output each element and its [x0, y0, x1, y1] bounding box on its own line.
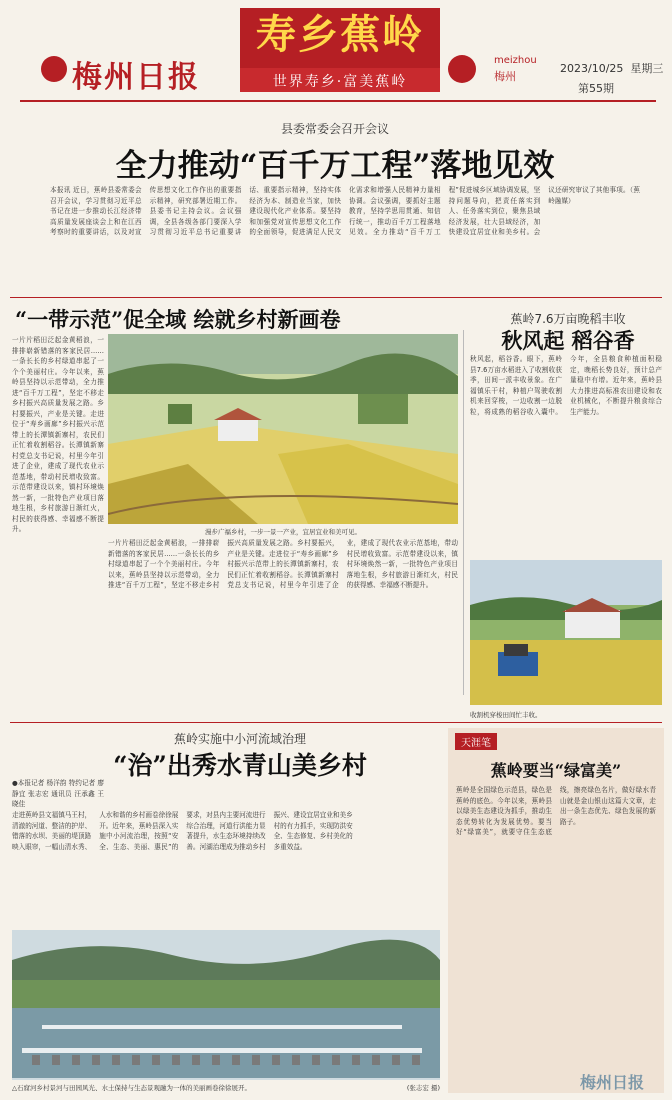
city-logo-icon: [448, 55, 476, 83]
feature-caption: 漫步广福乡村，一步一景一产业，宜居宜业和美可见。: [205, 528, 361, 536]
paper-name: 梅州日报: [72, 60, 200, 95]
masthead-rule: [20, 100, 656, 102]
section-name: 寿乡蕉岭: [256, 11, 424, 58]
lead-headline: 全力推动“百千万工程”落地见效: [115, 148, 555, 184]
lead-body: 本报讯 近日，蕉岭县委常委会召开会议，学习贯彻习近平总书记在进一步推动长江经济带高质量发展座谈会上和在江西考察时的重要讲话，以及对宣传思想文化工作作出的重要指示精神，研究部署近期工作。县委书记主持会议。会议强调，全县各级各部门要深入学习贯彻习近平总书记重要讲话、重要指示精神，坚持实体经济为本、制造业当家，加快建设现代化产业体系。要坚持和加强党对宣传思想文化工作的全面领导，促进满足人民文化需求和增强人民精神力量相协调。会议强调，要抓好主题教育，坚持学思用贯通、知信行统一，推动百千万工程落地见效。全力推动“百千万工程”促进城乡区域协调发展，坚持问题导向，把责任落实到人、任务落实到位，聚焦县域经济发展，壮大县域经济，加快建设宜居宜业和美乡村。会议还研究审议了其他事项。（蕉岭融媒）: [50, 186, 640, 236]
harvest-photo: [470, 560, 662, 705]
river-headline: “治”出秀水青山美乡村: [113, 751, 367, 780]
masthead: [0, 0, 672, 104]
river-photo-credit: (张志宏 摄): [406, 1084, 440, 1092]
issue-number: 第55期: [578, 82, 614, 95]
newspaper-logo-icon: [41, 56, 67, 82]
village-photo: [108, 334, 458, 524]
column-rule: [463, 330, 464, 695]
river-credits: ●本报记者 杨洋韵 特约记者 廖静宜 张志宏 通讯员 汪承鑫 王晓佳: [12, 779, 104, 808]
watermark: 梅州日报: [580, 1073, 645, 1092]
section-divider-2: [10, 722, 662, 723]
section-divider: [10, 297, 662, 298]
feature-headline: “一带示范”促全域 绘就乡村新画卷: [15, 307, 341, 332]
column-body: 蕉岭是全国绿色示范县，绿色是蕉岭的底色。今年以来，蕉岭县以绿美生态建设为抓手，推动生态优势转化为发展优势。要当好“绿富美”，就要守住生态底线，擦亮绿色名片，做好绿水青山就是金山银山这篇大文章，走出一条生态优先、绿色发展的新路子。: [456, 786, 656, 836]
city-en: meizhou: [494, 55, 537, 66]
river-photo: [12, 930, 440, 1080]
column-label: 天涯笔: [455, 733, 497, 750]
harvest-headline: 秋风起 稻谷香: [501, 328, 635, 353]
lead-kicker: 县委常委会召开会议: [280, 122, 389, 136]
harvest-caption: 收割机穿梭田间忙丰收。: [470, 711, 542, 719]
issue-date: 2023/10/25 星期三: [560, 62, 664, 75]
feature-body: 一片片稻田泛起金黄稻浪，一排排崭新错落的客家民居……一条长长的乡村绿道串起了一个个美丽村庄。今年以来，蕉岭县坚持以示范带动，全力推进“百千万工程”，坚定不移走乡村振兴高质量发展之路。乡村要振兴，产业是关键。走进位于“寿乡画廊”乡村振兴示范带上的长潭镇新寨村，农民们正忙着收割稻谷。长潭镇新寨村党总支书记说，村里今年引进了企业，建成了现代农业示范基地，带动村民增收致富。示范带建设以来，镇村环境焕然一新，一批特色产业项目落地生根，乡村旅游日渐红火，村民的获得感、幸福感不断提升。: [12, 336, 104, 533]
city-cn: 梅州: [494, 70, 516, 83]
slogan: 世界寿乡·富美蕉岭: [272, 74, 408, 90]
harvest-body: 秋风起，稻谷香。眼下，蕉岭县7.6万亩水稻进入了收割收获季，田间一派丰收景象。在广福镇乐干村，种植户驾驶收割机来回穿梭，一边收割一边脱粒，将成熟的稻谷收入囊中。今年，全县粮食种植面积稳定，晚稻长势良好，预计总产量稳中有增。近年来，蕉岭县大力推进高标准农田建设和农业机械化，不断提升粮食综合生产能力。: [470, 355, 662, 416]
river-caption: △石窟河乡村景河与田园风光、水土保持与生态景观融为一体的美丽画卷徐徐展开。: [12, 1084, 251, 1092]
column-headline: 蕉岭要当“绿富美”: [490, 761, 622, 780]
river-body: 走进蕉岭县文福镇马王村，清澈的河道、整洁的护岸、错落的水坝、美丽的堤顶路映入眼帘，一幅山清水秀、人水和谐的乡村画卷徐徐展开。近年来，蕉岭县深入实施中小河流治理，按照“安全、生态、美丽、惠民”的要求，对县内主要河流进行综合治理，河道行洪能力显著提升，水生态环境持续改善。河湖治理成为推动乡村振兴、建设宜居宜业和美乡村的有力抓手，实现防洪安全、生态修复、乡村美化的多重效益。: [12, 811, 353, 851]
feature-body-continued: 一片片稻田泛起金黄稻浪，一排排崭新错落的客家民居……一条长长的乡村绿道串起了一个个美丽村庄。今年以来，蕉岭县坚持以示范带动，全力推进“百千万工程”，坚定不移走乡村振兴高质量发展之路。乡村要振兴，产业是关键。走进位于“寿乡画廊”乡村振兴示范带上的长潭镇新寨村，农民们正忙着收割稻谷。长潭镇新寨村党总支书记说，村里今年引进了企业，建成了现代农业示范基地，带动村民增收致富。示范带建设以来，镇村环境焕然一新，一批特色产业项目落地生根，乡村旅游日渐红火，村民的获得感、幸福感不断提升。: [108, 539, 458, 589]
harvest-kicker: 蕉岭7.6万亩晚稻丰收: [510, 312, 626, 326]
river-kicker: 蕉岭实施中小河流域治理: [173, 732, 306, 746]
